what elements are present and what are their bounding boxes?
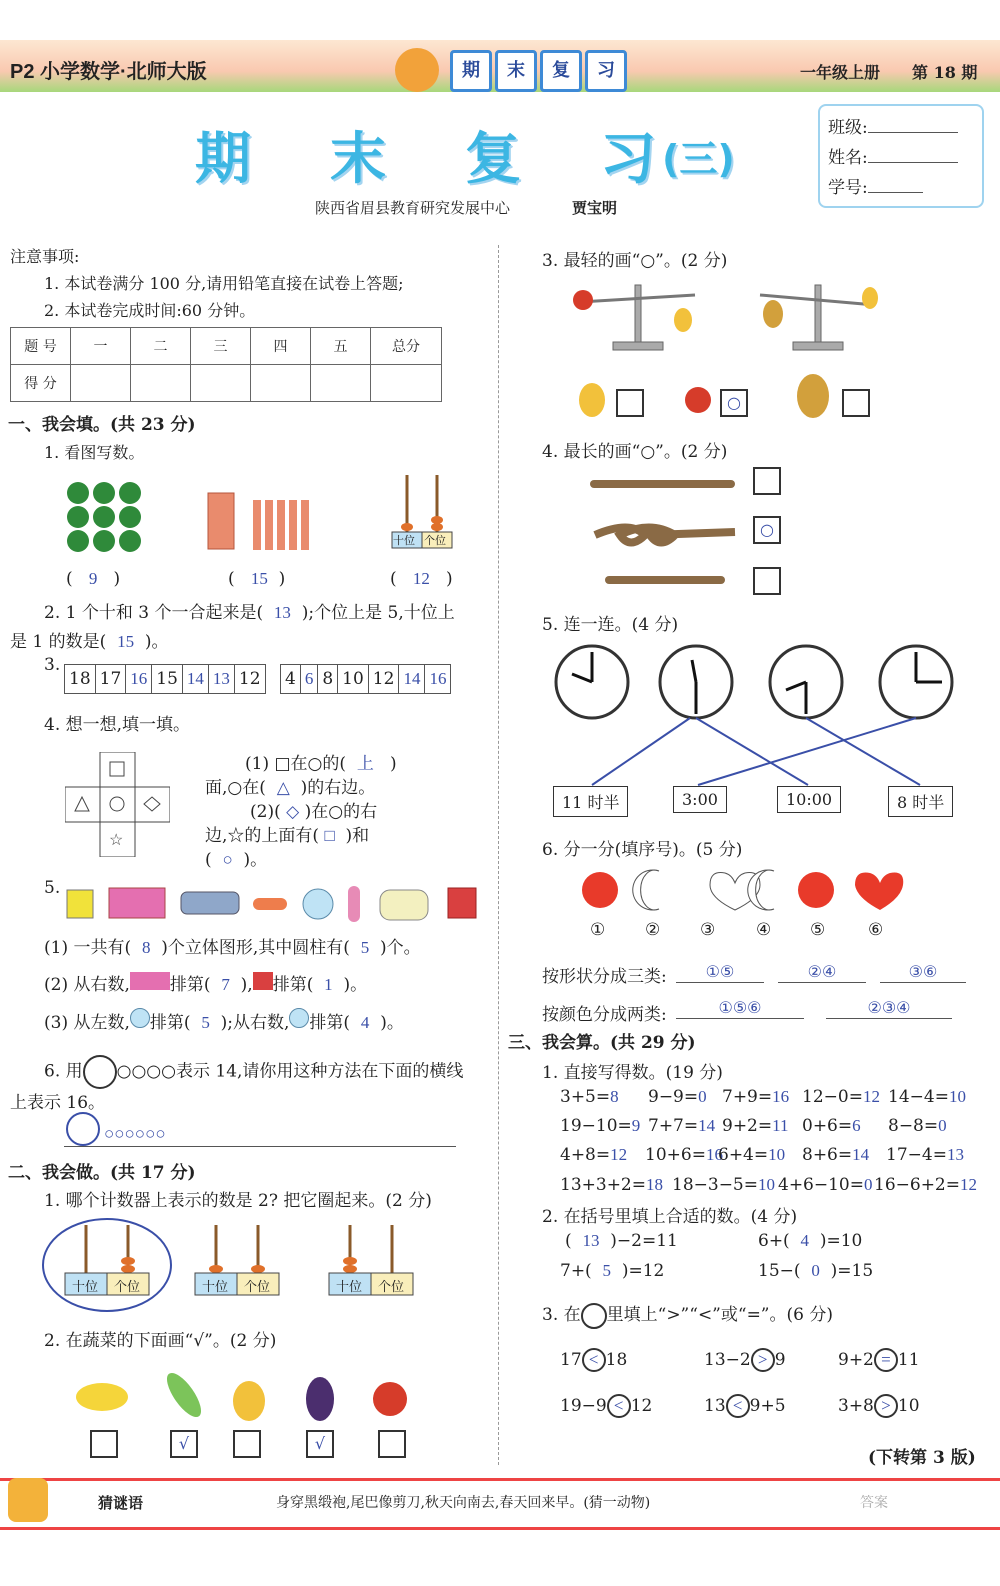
time-label: 8 时半 <box>888 786 953 817</box>
question-number: 3. <box>44 655 61 675</box>
seq-cell: 14 <box>399 665 425 694</box>
sort-shapes-row <box>575 865 905 915</box>
answer-blank: ( 9 ) <box>66 569 121 589</box>
shape-group-answer: ①⑤ <box>676 962 764 983</box>
shape-number: ③ <box>700 920 716 940</box>
length-answer-box[interactable] <box>753 467 781 495</box>
question-text: 6. 分一分(填序号)。(5 分) <box>542 840 743 860</box>
continue-note: (下转第 3 版) <box>868 1448 976 1468</box>
weight-answer-box[interactable] <box>842 389 870 417</box>
veggie-check-box[interactable] <box>233 1430 261 1458</box>
seq-cell: 12 <box>234 665 265 694</box>
shape-number: ④ <box>756 920 772 940</box>
counter-abacus-row <box>40 1215 440 1315</box>
riddle-label: 猜谜语 <box>98 1494 144 1512</box>
title-suffix: (三) <box>662 137 735 181</box>
shape-group-answer: ③⑥ <box>880 962 966 983</box>
abacus-ones-label: 个位 <box>244 1280 271 1295</box>
abacus-ones-label: 个位 <box>424 534 446 547</box>
time-label: 3:00 <box>673 786 727 813</box>
calc-item: 0+6=6 <box>802 1116 861 1136</box>
question-text: (1) □在○的( 上 ) <box>245 754 397 774</box>
color-group-answer: ①⑤⑥ <box>676 998 804 1019</box>
svg-text:☆: ☆ <box>109 830 124 849</box>
fill-item: 6+( 4 )=10 <box>758 1231 863 1251</box>
score-cell[interactable] <box>311 365 371 402</box>
seq-cell: 10 <box>338 665 369 694</box>
id-field[interactable]: 学号: <box>828 173 923 198</box>
title-char: 末 <box>330 127 386 192</box>
seq-cell: 14 <box>182 665 208 694</box>
name-field[interactable]: 姓名: <box>828 143 958 168</box>
compare-item: 13 < 9+5 <box>704 1396 786 1416</box>
seq-cell: 12 <box>368 665 399 694</box>
small-circles-answer: ○○○○○○ <box>104 1124 166 1143</box>
weight-answer-box[interactable] <box>616 389 644 417</box>
shape-group-answer: ②④ <box>778 962 866 983</box>
time-label: 11 时半 <box>553 786 628 817</box>
title-char: 复 <box>465 127 521 192</box>
shape-number: ① <box>590 920 606 940</box>
veggie-check-box[interactable]: √ <box>306 1430 334 1458</box>
giraffe-icon <box>8 1478 48 1522</box>
riddle-text: 身穿黑缎袍,尾巴像剪刀,秋天向南去,春天回来早。(猜一动物) <box>276 1495 651 1511</box>
calc-item: 17−4=13 <box>886 1145 964 1165</box>
calc-item: 8+6=14 <box>802 1145 870 1165</box>
question-text: 2. 1 个十和 3 个一合起来是( 13 );个位上是 5,十位上 <box>44 603 455 623</box>
question-text: 1. 看图写数。 <box>44 443 145 462</box>
abacus-ones-label: 个位 <box>114 1280 141 1295</box>
seq-cell: 8 <box>318 665 338 694</box>
calc-item: 6+4=10 <box>718 1145 786 1165</box>
shape-cross-grid <box>65 752 170 857</box>
seq-cell: 16 <box>425 665 451 694</box>
score-table <box>10 327 442 402</box>
score-cell[interactable] <box>371 365 442 402</box>
header-badge: 期 <box>450 50 492 92</box>
watermelon-icon-group <box>67 482 141 552</box>
abacus-tens-label: 十位 <box>393 534 415 547</box>
abacus-tens-label: 十位 <box>336 1280 363 1295</box>
question-text: 3. 在 里填上“>”“<”或“=”。(6 分) <box>542 1300 833 1329</box>
stick-bundle-icon <box>208 493 309 550</box>
question-text: 上表示 16。 <box>10 1093 106 1113</box>
seq-cell: 6 <box>300 665 318 694</box>
question-text: 2. 在括号里填上合适的数。(4 分) <box>542 1207 798 1227</box>
answer-line <box>64 1146 456 1147</box>
seq-cell: 15 <box>152 665 183 694</box>
answer-blank: ( 12 ) <box>390 569 453 589</box>
author-name: 贾宝明 <box>572 199 618 217</box>
score-header-cell: 总分 <box>371 328 442 365</box>
sequence-2 <box>280 664 451 694</box>
fill-item: ( 13 )−2=11 <box>565 1231 678 1251</box>
calc-item: 10+6=16 <box>645 1145 723 1165</box>
calc-item: 4+8=12 <box>560 1145 628 1165</box>
question-text: ( ○ )。 <box>205 850 268 870</box>
score-row-label: 得 分 <box>11 365 71 402</box>
question-number: 5. <box>44 878 61 898</box>
solid-shapes-row <box>65 880 485 928</box>
riddle-answer-hint: 答案 <box>860 1495 888 1511</box>
calc-item: 13+3+2=18 <box>560 1175 663 1195</box>
section-one-heading: 一、我会填。(共 23 分) <box>8 415 196 435</box>
calc-item: 4+6−10=0 <box>778 1175 873 1195</box>
calc-item: 16−6+2=12 <box>874 1175 977 1195</box>
ropes <box>590 470 740 595</box>
score-header-cell: 三 <box>191 328 251 365</box>
seq-cell: 13 <box>208 665 234 694</box>
score-cell[interactable] <box>191 365 251 402</box>
question-text: 4. 想一想,填一填。 <box>44 715 191 735</box>
veggie-check-box[interactable] <box>90 1430 118 1458</box>
sort-label: 按形状分成三类: <box>542 967 667 987</box>
score-cell[interactable] <box>131 365 191 402</box>
question-text: (1) 一共有( 8 )个立体图形,其中圆柱有( 5 )个。 <box>44 938 421 958</box>
seq-cell: 16 <box>126 665 152 694</box>
abacus-ones-label: 个位 <box>378 1280 405 1295</box>
veggie-check-box[interactable]: √ <box>170 1430 198 1458</box>
balance-scales <box>565 280 895 355</box>
produce-row <box>72 1365 417 1425</box>
length-answer-box[interactable]: ○ <box>753 516 781 544</box>
header-badge: 末 <box>495 50 537 92</box>
color-group-answer: ②③④ <box>826 998 952 1019</box>
score-header-cell: 题 号 <box>11 328 71 365</box>
question-text: (2)( ◇ )在○的右 <box>250 802 378 822</box>
compare-item: 13−2 > 9 <box>704 1350 786 1370</box>
score-cell[interactable] <box>71 365 131 402</box>
question-text: 3. 最轻的画“○”。(2 分) <box>542 251 728 271</box>
title-char: 习 <box>600 127 656 192</box>
compare-item: 17 < 18 <box>560 1350 628 1370</box>
header-badge: 习 <box>585 50 627 92</box>
author-org: 陕西省眉县教育研究发展中心 <box>315 199 511 217</box>
section-three-heading: 三、我会算。(共 29 分) <box>508 1033 696 1053</box>
sort-label: 按颜色分成两类: <box>542 1005 667 1025</box>
compare-item: 19−9 < 12 <box>560 1396 653 1416</box>
section-two-heading: 二、我会做。(共 17 分) <box>8 1163 196 1183</box>
clocks-and-lines <box>550 640 970 790</box>
header-left-text: P2 小学数学·北师大版 <box>10 61 207 83</box>
compare-item: 9+2 = 11 <box>838 1350 920 1370</box>
question-text: 1. 直接写得数。(19 分) <box>542 1063 723 1083</box>
question-text: 6. 用 ○○○○表示 14,请你用这种方法在下面的横线 <box>44 1055 463 1089</box>
shape-number: ② <box>645 920 661 940</box>
score-header-cell: 四 <box>251 328 311 365</box>
note-line: 2. 本试卷完成时间:60 分钟。 <box>44 301 256 320</box>
shape-number: ⑥ <box>868 920 884 940</box>
weight-answer-box[interactable]: ○ <box>720 389 748 417</box>
score-cell[interactable] <box>251 365 311 402</box>
question-text: 面,○在( △ )的右边。 <box>205 778 376 798</box>
veggie-check-box[interactable] <box>378 1430 406 1458</box>
notes-heading: 注意事项: <box>10 247 80 266</box>
calc-item: 12−0=12 <box>802 1087 880 1107</box>
question-text: 边,☆的上面有( □ )和 <box>205 826 370 846</box>
title-char: 期 <box>195 127 251 192</box>
tiger-mascot-icon <box>395 48 439 92</box>
issue-label: 第 18 期 <box>912 63 978 82</box>
header-badge: 复 <box>540 50 582 92</box>
question-text: 是 1 的数是( 15 )。 <box>10 632 169 652</box>
length-answer-box[interactable] <box>753 567 781 595</box>
calc-item: 18−3−5=10 <box>672 1175 775 1195</box>
column-divider <box>498 245 499 1465</box>
calc-item: 8−8=0 <box>888 1116 947 1136</box>
score-header-cell: 二 <box>131 328 191 365</box>
fill-item: 15−( 0 )=15 <box>758 1261 874 1281</box>
calc-item: 9+2=11 <box>722 1116 789 1136</box>
grade-label: 一年级上册 <box>800 63 881 82</box>
seq-cell: 18 <box>65 665 96 694</box>
class-field[interactable]: 班级: <box>828 113 958 138</box>
note-line: 1. 本试卷满分 100 分,请用铅笔直接在试卷上答题; <box>44 274 404 293</box>
calc-item: 9−9=0 <box>648 1087 707 1107</box>
calc-item: 14−4=10 <box>888 1087 966 1107</box>
compare-item: 3+8 > 10 <box>838 1396 920 1416</box>
abacus-tens-label: 十位 <box>202 1280 229 1295</box>
seq-cell: 4 <box>281 665 301 694</box>
calc-item: 7+7=14 <box>648 1116 716 1136</box>
time-label: 10:00 <box>777 786 841 813</box>
score-header-cell: 一 <box>71 328 131 365</box>
count-pictures <box>60 475 480 560</box>
calc-item: 3+5=8 <box>560 1087 619 1107</box>
calc-item: 7+9=16 <box>722 1087 790 1107</box>
shape-number: ⑤ <box>810 920 826 940</box>
question-text: 2. 在蔬菜的下面画“√”。(2 分) <box>44 1331 277 1351</box>
question-text: 5. 连一连。(4 分) <box>542 615 679 635</box>
big-circle-answer <box>66 1112 100 1146</box>
answer-blank: ( 15 ) <box>228 569 286 589</box>
question-text: 1. 哪个计数器上表示的数是 2? 把它圈起来。(2 分) <box>44 1191 432 1211</box>
score-header-cell: 五 <box>311 328 371 365</box>
question-text: 4. 最长的画“○”。(2 分) <box>542 442 728 462</box>
calc-item: 19−10=9 <box>560 1116 641 1136</box>
sequence-1 <box>64 664 266 694</box>
question-text: (3) 从左数, 排第( 5 );从右数, 排第( 4 )。 <box>44 1008 404 1033</box>
fill-item: 7+( 5 )=12 <box>560 1261 665 1281</box>
question-text: (2) 从右数, 排第( 7 ), 排第( 1 )。 <box>44 970 367 995</box>
abacus-tens-label: 十位 <box>72 1280 99 1295</box>
seq-cell: 17 <box>95 665 126 694</box>
